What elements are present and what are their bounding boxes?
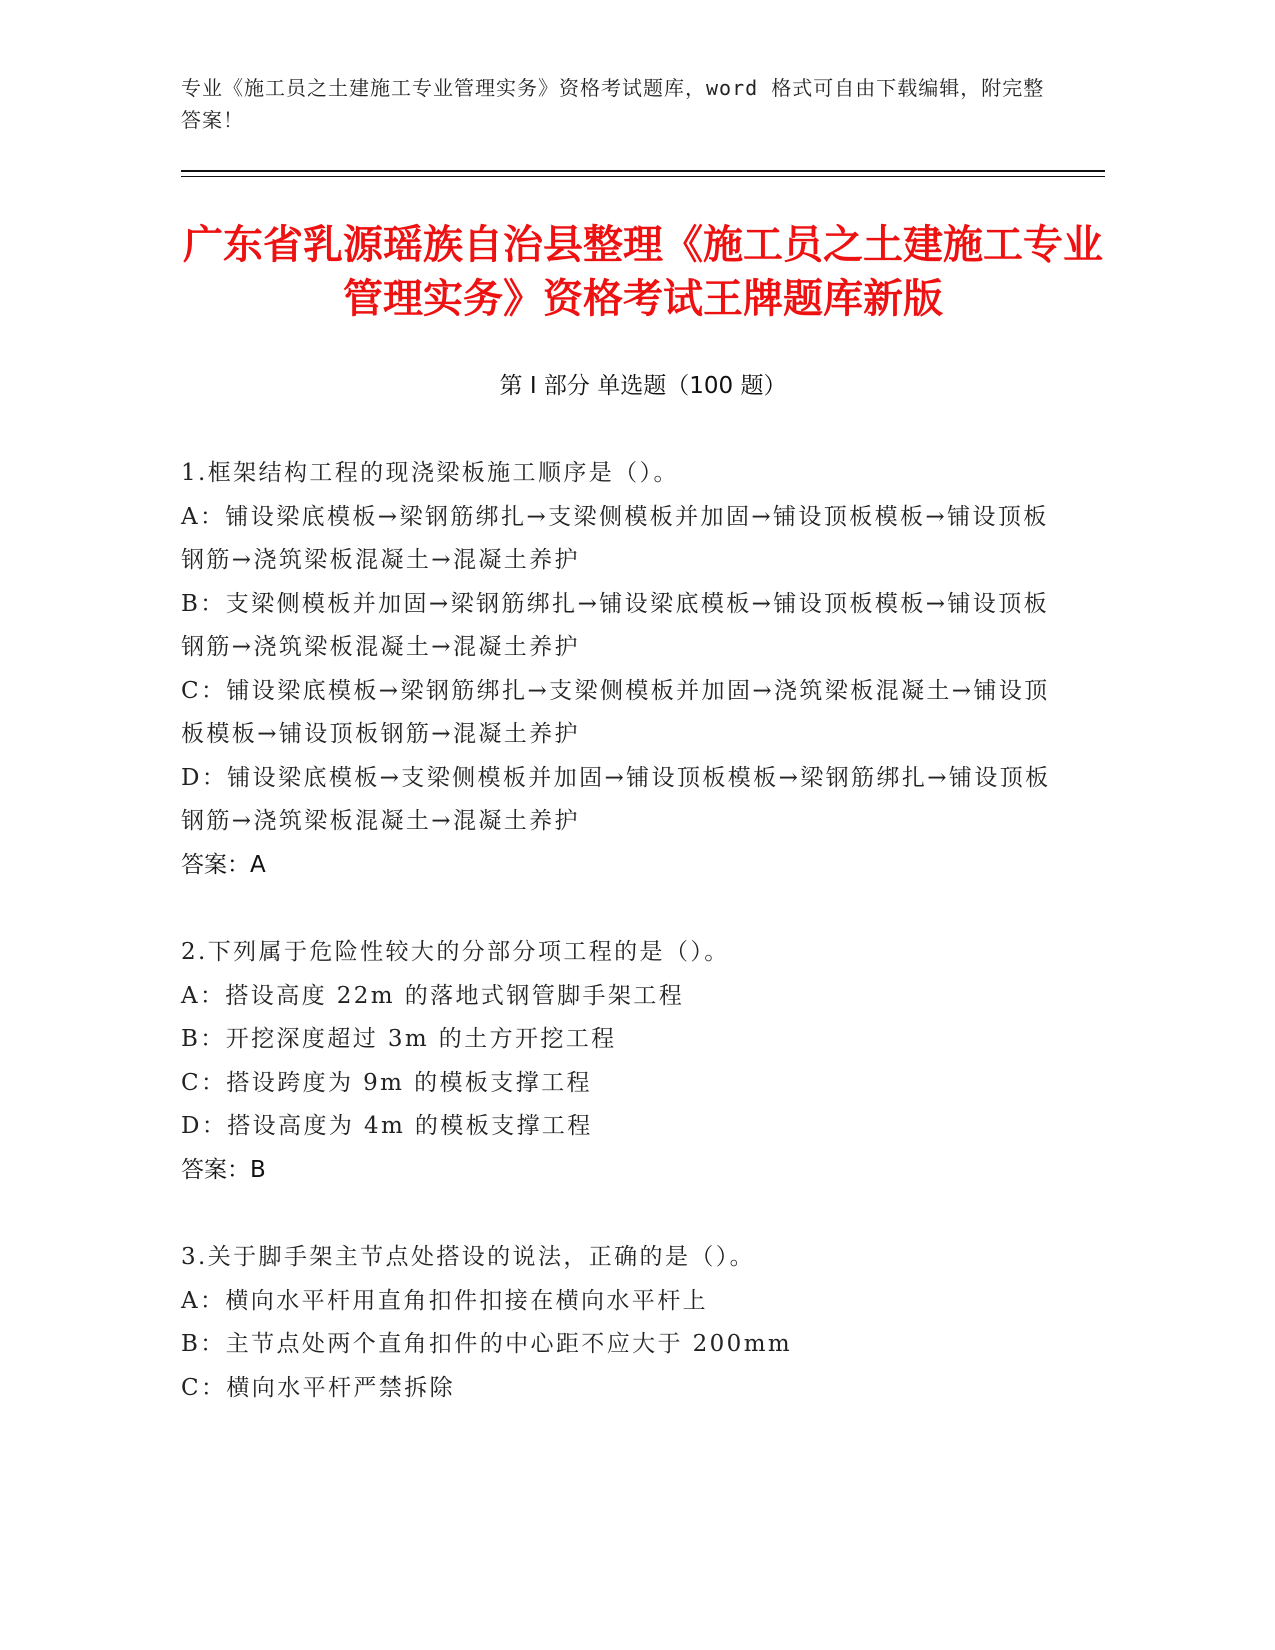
question-option-a: A：铺设梁底模板→梁钢筋绑扎→支梁侧模板并加固→铺设顶板模板→铺设顶板钢筋→浇筑梁板混凝土→混凝土养护 bbox=[181, 503, 1049, 573]
question-option-b: B：支梁侧模板并加固→梁钢筋绑扎→铺设梁底模板→铺设顶板模板→铺设顶板钢筋→浇筑梁板混凝土→混凝土养护 bbox=[181, 590, 1049, 660]
question-answer: 答案：B bbox=[181, 1156, 266, 1183]
header-note: 专业《施工员之土建施工专业管理实务》资格考试题库，word 格式可自由下载编辑，附完整答案！ bbox=[181, 76, 1045, 132]
document-title: 广东省乳源瑶族自治县整理《施工员之土建施工专业管理实务》资格考试王牌题库新版 bbox=[183, 222, 1103, 322]
question-option-c: C：横向水平杆严禁拆除 bbox=[181, 1374, 455, 1401]
question-option-c: C：铺设梁底模板→梁钢筋绑扎→支梁侧模板并加固→浇筑梁板混凝土→铺设顶板模板→铺设顶板钢筋→混凝土养护 bbox=[181, 677, 1050, 747]
header-rule-thick bbox=[181, 170, 1105, 172]
header-rule-thin bbox=[181, 176, 1105, 177]
question-answer: 答案：A bbox=[181, 851, 266, 878]
question-stem: 3.关于脚手架主节点处搭设的说法，正确的是（）。 bbox=[181, 1244, 756, 1270]
question-option-a: A：横向水平杆用直角扣件扣接在横向水平杆上 bbox=[181, 1287, 709, 1314]
question-stem: 2.下列属于危险性较大的分部分项工程的是（）。 bbox=[181, 939, 730, 965]
question-list bbox=[181, 452, 1051, 1454]
question-3 bbox=[181, 1236, 1051, 1410]
question-option-b: B：主节点处两个直角扣件的中心距不应大于 200mm bbox=[181, 1331, 793, 1357]
question-option-b: B：开挖深度超过 3m 的土方开挖工程 bbox=[181, 1026, 617, 1052]
question-1 bbox=[181, 452, 1051, 887]
section-title: 第 I 部分 单选题（100 题） bbox=[499, 373, 787, 399]
question-option-d: D：铺设梁底模板→支梁侧模板并加固→铺设顶板模板→梁钢筋绑扎→铺设顶板钢筋→浇筑梁板混凝土→混凝土养护 bbox=[181, 764, 1051, 834]
question-2 bbox=[181, 931, 1051, 1192]
question-option-c: C：搭设跨度为 9m 的模板支撑工程 bbox=[181, 1069, 592, 1096]
question-option-a: A：搭设高度 22m 的落地式钢管脚手架工程 bbox=[181, 982, 685, 1009]
question-option-d: D：搭设高度为 4m 的模板支撑工程 bbox=[181, 1113, 593, 1139]
question-stem: 1.框架结构工程的现浇梁板施工顺序是（）。 bbox=[181, 460, 679, 486]
